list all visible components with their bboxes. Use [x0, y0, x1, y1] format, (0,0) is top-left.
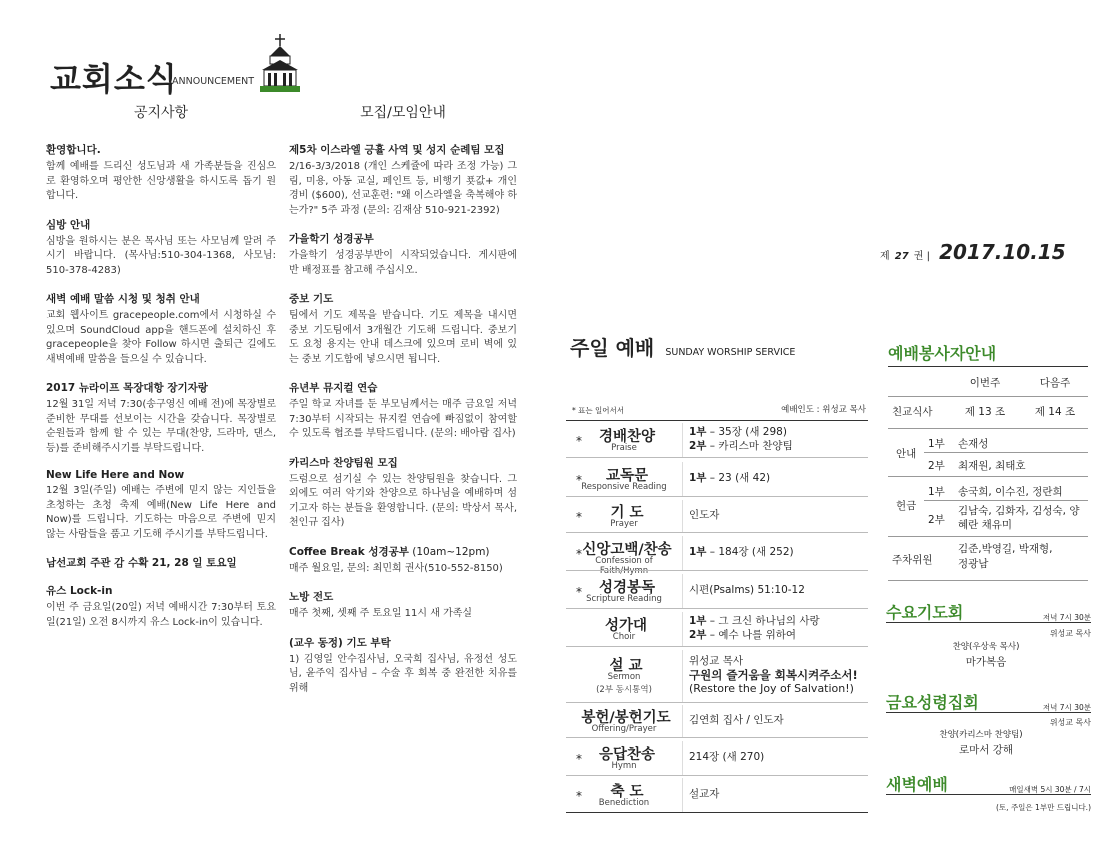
order-detail — [689, 545, 794, 559]
worship-row — [566, 574, 868, 608]
worship-row — [566, 423, 868, 457]
divider — [682, 778, 683, 812]
order-detail-line: 1부 – 184장 (새 252) — [689, 546, 794, 558]
divider — [682, 705, 683, 737]
order-detail-line: 1부 – 35장 (새 298) — [689, 426, 787, 438]
standing-mark: * — [576, 789, 582, 803]
divider — [888, 428, 1088, 429]
order-english: Prayer — [610, 519, 638, 529]
friday-time: 저녁 7시 30분 — [1042, 703, 1091, 712]
divider — [888, 396, 1088, 397]
notice-title-text: 가을학기 성경공부 — [289, 233, 374, 245]
notice-title-text: 2017 뉴라이프 목장대항 장기자랑 — [46, 382, 208, 394]
divider — [566, 646, 868, 647]
standing-mark: * — [576, 434, 582, 448]
notice-item — [289, 589, 517, 622]
notice-body: 가을학기 성경공부반이 시작되었습니다. 게시판에 반 배정표를 참고해 주십시오. — [289, 250, 517, 276]
order-detail — [689, 583, 805, 597]
divider — [566, 496, 868, 497]
notice-title — [289, 455, 517, 470]
order-detail — [689, 614, 820, 642]
notice-title-text: 중보 기도 — [289, 293, 334, 305]
servants-title: 예배봉사자안내 — [888, 344, 997, 363]
guide-names-1: 손재성 — [958, 438, 989, 450]
notice-body: 교회 웹사이트 gracepeople.com에서 시청하실 수 있으며 SoundCloud app을 핸드폰에 설치하신 후 gracepeople을 찾아 Follow 하시면 출퇴근 길에도 새벽예배 말씀을 들으실 수 있습니다. — [46, 310, 276, 365]
order-detail-line: 214장 (새 270) — [689, 751, 765, 763]
gatherings-column — [289, 102, 517, 696]
church-icon — [260, 34, 300, 92]
volume-prefix: 제 — [880, 251, 890, 262]
order-detail — [689, 508, 719, 522]
friday-message: 로마서 강해 — [958, 744, 1014, 756]
notice-title-text: Coffee Break 성경공부 — [289, 545, 409, 558]
divider — [682, 612, 683, 646]
notice-body: 함께 예배를 드리신 성도님과 새 가족분들을 진심으로 환영하오며 평안한 신앙생활을 하시도록 돕기 원합니다. — [46, 161, 276, 201]
page-title: 교회소식 — [50, 60, 178, 98]
worship-row — [566, 462, 868, 496]
notice-body: 이번 주 금요일(20일) 저녁 예배시간 7:30부터 토요일(21일) 오전 8시까지 유스 Lock-in이 있습니다. — [46, 602, 276, 628]
order-detail-line: 위성교 목사 — [689, 655, 744, 667]
wednesday-section — [886, 600, 1091, 670]
volume-number: 27 — [894, 251, 909, 262]
fellowship-label: 친교식사 — [892, 406, 933, 418]
notice-title — [289, 589, 517, 604]
notice-title — [46, 555, 276, 570]
notice-item — [46, 583, 276, 630]
order-english: Responsive Reading — [581, 482, 667, 492]
order-detail — [689, 425, 793, 453]
part-label: 2부 — [689, 629, 707, 641]
offering-label: 헌금 — [896, 500, 917, 512]
order-detail — [689, 750, 764, 764]
order-title: 성가대 — [604, 618, 648, 634]
divider — [566, 570, 868, 571]
order-detail — [689, 787, 719, 801]
order-title: 봉헌/봉헌기도 — [581, 710, 671, 726]
notice-body: 매주 첫째, 셋째 주 토요일 11시 새 가족실 — [289, 608, 473, 619]
divider — [682, 650, 683, 702]
notice-item — [46, 555, 276, 570]
order-title: 신앙고백/찬송 — [582, 542, 672, 558]
order-title: 기 도 — [610, 505, 644, 521]
worship-row — [566, 612, 868, 646]
divider — [566, 457, 868, 458]
worship-row — [566, 705, 868, 737]
divider — [924, 452, 1088, 453]
dawn-section — [886, 772, 1091, 822]
order-english: Confession of Faith/Hymn — [595, 556, 653, 576]
order-detail-line: 2부 – 예수 나를 위하여 — [689, 629, 797, 641]
order-english: Benediction — [598, 798, 650, 808]
order-detail-line: 인도자 — [689, 509, 720, 521]
order-title: 교독문 — [605, 468, 649, 484]
wednesday-leader: 위성교 목사 — [1049, 629, 1091, 638]
dawn-note: (토, 주일은 1부만 드립니다.) — [996, 803, 1091, 812]
notices-list — [46, 142, 276, 630]
wednesday-time: 저녁 7시 30분 — [1042, 613, 1091, 622]
col-next-week: 다음주 — [1039, 377, 1071, 389]
offering-names-1: 송국희, 이수진, 정란희 — [958, 486, 1063, 498]
divider — [566, 702, 868, 703]
notice-title — [46, 291, 276, 306]
divider — [682, 423, 683, 457]
order-detail-line: 구원의 즐거움을 회복시켜주소서! — [689, 668, 858, 682]
notice-body: 심방을 원하시는 분은 목사님 또는 사모님께 알려 주시기 바랍니다. (목사님:510-304-1368, 사모님: 510-378-4283) — [46, 235, 276, 276]
notice-body: 1) 김영일 안수집사님, 오국희 집사님, 유정선 성도님, 윤주익 집사님 – 수술 후 회복 중 완전한 치유를 위해 — [289, 653, 517, 694]
order-detail — [689, 654, 858, 696]
notice-title-text: (교우 동정) 기도 부탁 — [289, 636, 391, 649]
standing-mark: * — [576, 510, 582, 524]
divider — [566, 608, 868, 609]
notice-title-text: 카리스마 찬양팀원 모집 — [289, 456, 398, 469]
wednesday-praise: 찬양(우상욱 목사) — [952, 642, 1020, 652]
order-title: 설 교 — [609, 658, 643, 674]
guide-label: 안내 — [896, 448, 917, 460]
notice-title — [289, 380, 517, 395]
guide-names-2: 최재원, 최태호 — [958, 460, 1026, 472]
order-english: Sermon — [607, 672, 641, 682]
servants-table — [888, 366, 1088, 584]
notice-title — [46, 142, 276, 157]
friday-title: 금요성령집회 — [886, 693, 979, 712]
volume-suffix: 권 | — [913, 251, 930, 262]
notice-body: 주일 학교 자녀를 둔 부모님께서는 매주 금요일 저녁 7:30부터 시작되는 뮤지컬 연습에 빠짐없이 참여할 수 있도록 협조를 부탁드립니다. (문의: 배아람 집사) — [289, 399, 517, 439]
order-title: 축 도 — [610, 784, 644, 800]
order-detail-line: 1부 – 그 크신 하나님의 사랑 — [689, 615, 820, 627]
page-subtitle: ANNOUNCEMENT — [172, 76, 254, 87]
gatherings-heading: 모집/모임안내 — [360, 105, 446, 121]
notice-title-suffix: (10am~12pm) — [408, 545, 490, 558]
part-label: 1부 — [689, 615, 707, 627]
notice-title — [289, 291, 517, 306]
notice-title — [289, 635, 517, 650]
divider — [682, 500, 683, 532]
notice-body: 매주 월요일, 문의: 최민희 권사(510-552-8150) — [289, 562, 503, 574]
notice-title — [46, 583, 276, 598]
notice-item — [289, 142, 517, 218]
notice-item — [46, 291, 276, 367]
fellowship-next: 제 14 조 — [1034, 406, 1076, 418]
notice-title — [46, 217, 276, 232]
notice-body: 드럼으로 섬기실 수 있는 찬양팀원을 찾습니다. 그 외에도 여러 악기와 찬양으로 하나님을 예배하며 섬기고자 하는 분들을 환영합니다. (문의: 박상서 목사, 천인규 집사) — [289, 473, 517, 528]
part-label: 1부 — [689, 472, 707, 484]
fellowship-this: 제 13 조 — [964, 406, 1006, 418]
divider — [682, 574, 683, 608]
worship-subtitle: SUNDAY WORSHIP SERVICE — [665, 347, 796, 358]
order-title: 경배찬양 — [598, 429, 656, 445]
order-english: Praise — [611, 443, 637, 453]
notice-body: 12월 31일 저녁 7:30(송구영신 예배 전)에 목장별로 준비한 무대를 선보이는 시간을 갖습니다. 목장별로 순원들과 함께 할 수 있는 무대(찬양, 드라마, 댄스, 등)를 준비해주시기를 부탁드립니다. — [46, 399, 276, 454]
issue-date: 2017.10.15 — [939, 240, 1066, 264]
worship-top-rule — [566, 420, 868, 421]
order-english: Choir — [612, 632, 636, 642]
worship-title: 주일 예배 — [570, 336, 655, 360]
notice-item — [289, 455, 517, 531]
worship-row — [566, 650, 868, 702]
divider — [888, 476, 1088, 477]
order-detail-line: 2부 – 카리스마 찬양팀 — [689, 440, 793, 452]
notice-title — [289, 231, 517, 246]
order-title: 성경봉독 — [598, 580, 656, 596]
notice-title-text: 제5차 이스라엘 긍휼 사역 및 성지 순례팀 모집 — [289, 144, 505, 156]
notice-item — [46, 380, 276, 456]
worship-row — [566, 778, 868, 812]
friday-section — [886, 690, 1091, 760]
wednesday-message: 마가복음 — [965, 656, 1007, 668]
notice-title-text: 환영합니다. — [46, 144, 101, 156]
notice-item — [289, 231, 517, 278]
notices-heading: 공지사항 — [133, 105, 189, 121]
dawn-title: 새벽예배 — [886, 775, 948, 794]
col-this-week: 이번주 — [969, 377, 1001, 389]
notice-item — [46, 469, 276, 542]
notice-title — [289, 544, 517, 559]
notice-item — [46, 217, 276, 279]
notice-title-text: 심방 안내 — [46, 218, 91, 231]
gatherings-list — [289, 142, 517, 696]
guide-part-1: 1부 — [928, 438, 945, 450]
order-detail-line: 시편(Psalms) 51:10-12 — [689, 584, 805, 596]
order-note: (2부 동시통역) — [596, 685, 652, 695]
order-title: 응답찬송 — [598, 747, 656, 763]
order-english: Offering/Prayer — [591, 724, 657, 734]
order-detail-line: 김연희 집사 / 인도자 — [689, 714, 784, 726]
divider — [566, 532, 868, 533]
worship-row — [566, 500, 868, 532]
part-label: 1부 — [689, 546, 707, 558]
offering-names-2: 김남숙, 김화자, 김성숙, 양혜란 채유미 — [958, 505, 1080, 531]
divider — [682, 462, 683, 496]
standing-mark: * — [576, 752, 582, 766]
notice-title-text: 노방 전도 — [289, 591, 334, 603]
notice-title — [289, 142, 517, 157]
notice-item — [289, 635, 517, 697]
divider — [566, 737, 868, 738]
dawn-time: 매일새벽 5시 30분 / 7시 — [1009, 785, 1091, 794]
notice-body: 2/16-3/3/2018 (개인 스케쥴에 따라 조정 가능) 그림, 미용, 아동 교실, 페인트 등, 비행기 푯값+ 개인 경비 ($600), 선교훈련: "왜 이스라엘을 축복해야 하는가?" 5주 과정 (문의: 김재삼 510-921-2392) — [289, 161, 517, 216]
notice-title-text: 새벽 예배 말씀 시청 및 청취 안내 — [46, 293, 200, 305]
order-detail-line: (Restore the Joy of Salvation!) — [689, 682, 854, 695]
notice-title — [46, 469, 276, 481]
order-detail — [689, 713, 784, 727]
friday-praise: 찬양(카리스마 찬양팀) — [939, 730, 1023, 740]
divider — [888, 536, 1088, 537]
order-english: Scripture Reading — [586, 594, 662, 604]
notice-title — [46, 380, 276, 395]
offering-part-1: 1부 — [928, 486, 945, 498]
parking-label: 주차위원 — [892, 554, 933, 566]
notice-title-text: 유년부 뮤지컬 연습 — [289, 382, 378, 394]
standing-mark: * — [576, 473, 582, 487]
notice-body: 팀에서 기도 제목을 받습니다. 기도 제목을 내시면 중보 기도팀에서 3개월간 기도해 드립니다. 중보기도 요청 용지는 안내 데스크에 있으며 로비 벽에 있는 중보 기도함에 넣으시면 됩니다. — [289, 310, 517, 365]
order-detail — [689, 471, 770, 485]
notice-title-text: 남선교회 주관 감 수확 21, 28 일 토요일 — [46, 557, 237, 569]
friday-leader: 위성교 목사 — [1049, 718, 1091, 727]
notice-item — [289, 291, 517, 367]
worship-leader: 예배인도 : 위성교 목사 — [781, 405, 866, 415]
order-english: Hymn — [611, 761, 637, 771]
standing-note: * 표는 일어서서 — [572, 406, 624, 415]
order-detail-line: 설교자 — [689, 788, 720, 800]
offering-part-2: 2부 — [928, 514, 945, 526]
divider — [924, 500, 1088, 501]
divider — [566, 775, 868, 776]
servants-bottom-rule — [888, 580, 1088, 581]
guide-part-2: 2부 — [928, 460, 945, 472]
announcement-header — [50, 50, 300, 98]
worship-row — [566, 741, 868, 775]
issue-info — [880, 240, 1066, 264]
part-label: 1부 — [689, 426, 707, 438]
wednesday-title: 수요기도회 — [886, 603, 964, 622]
notice-item — [46, 142, 276, 204]
notice-title-text: New Life Here and Now — [46, 469, 185, 481]
notice-item — [289, 544, 517, 577]
divider — [682, 536, 683, 570]
parking-names: 김준,박영길, 박재형,정광남 — [958, 543, 1053, 570]
part-label: 2부 — [689, 440, 707, 452]
standing-mark: * — [576, 585, 582, 599]
notice-item — [289, 380, 517, 442]
notice-body: 12월 3일(주일) 예배는 주변에 믿지 않는 지인들을 초청하는 초청 축제 예배(New Life Here and Now)를 드립니다. 기도하는 마음으로 주변에 믿지 않는 사람들을 품고 기도해 주시기를 부탁드립니다. — [46, 485, 276, 540]
order-detail-line: 1부 – 23 (새 42) — [689, 472, 771, 484]
worship-header — [570, 332, 795, 361]
worship-row — [566, 536, 868, 576]
divider — [566, 812, 868, 813]
standing-mark: * — [576, 547, 582, 561]
notice-title-text: 유스 Lock-in — [46, 585, 113, 597]
notices-column — [46, 102, 276, 630]
divider — [682, 741, 683, 775]
